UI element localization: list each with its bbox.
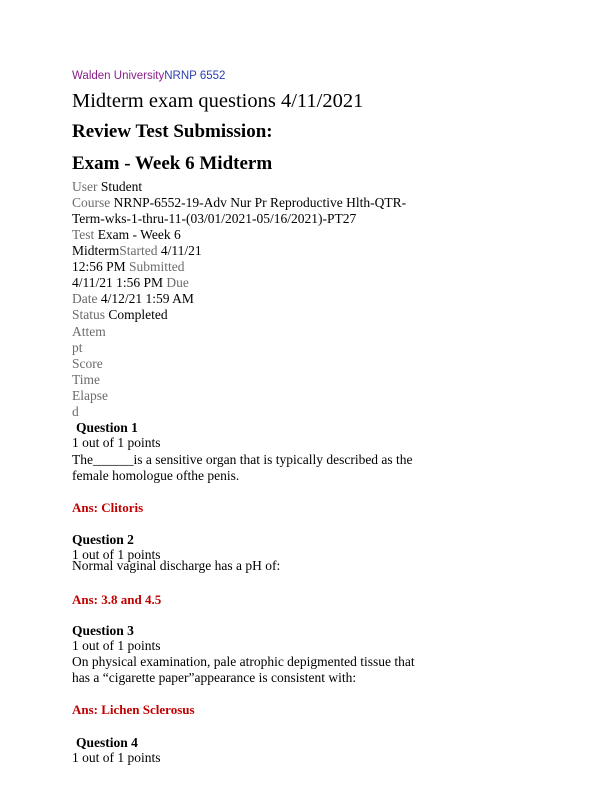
meta-user-row xyxy=(72,179,142,195)
question-2-title: Question 2 xyxy=(72,532,134,547)
document-header xyxy=(72,70,225,82)
started-time: 12:56 PM xyxy=(72,259,126,274)
user-value: Student xyxy=(100,179,143,194)
elapsed-label-part1: Elapse xyxy=(72,388,108,403)
status-label: Status xyxy=(72,307,106,322)
course-value: NRNP-6552-19-Adv Nur Pr Reproductive Hlth-QTR- xyxy=(113,195,407,210)
time-label: Time xyxy=(72,372,101,387)
exam-heading: Exam - Week 6 Midterm xyxy=(72,153,273,174)
question-4-points: 1 out of 1 points xyxy=(72,750,161,765)
review-heading: Review Test Submission: xyxy=(72,121,273,142)
due-label: Due xyxy=(166,275,189,290)
question-3-text-line2: has a “cigarette paper”appearance is consistent with: xyxy=(72,670,357,685)
question-3-title: Question 3 xyxy=(72,623,134,638)
course-label: Course xyxy=(72,195,111,210)
meta-status-row xyxy=(72,307,168,323)
meta-started-row xyxy=(72,243,202,259)
started-date: 4/11/21 xyxy=(160,243,202,258)
question-2-points: 1 out of 1 points xyxy=(72,547,161,562)
elapsed-label-part2: d xyxy=(72,404,79,419)
question-1-text-line1: The______is a sensitive organ that is typically described as the xyxy=(72,452,413,467)
question-3-answer: Ans: Lichen Sclerosus xyxy=(72,702,195,717)
score-label: Score xyxy=(72,356,103,371)
question-3-text-line1: On physical examination, pale atrophic depigmented tissue that xyxy=(72,654,415,669)
date-value: 4/12/21 1:59 AM xyxy=(100,291,194,306)
test-value: Exam - Week 6 xyxy=(97,227,181,242)
user-label: User xyxy=(72,179,98,194)
course-value-continued: Term-wks-1-thru-11-(03/01/2021-05/16/2021)-PT27 xyxy=(72,211,357,226)
meta-submitted-row xyxy=(72,259,185,275)
attempt-label-part1: Attem xyxy=(72,324,106,339)
date-label: Date xyxy=(72,291,98,306)
question-2-text: Normal vaginal discharge has a pH of: xyxy=(72,558,281,573)
question-3-points: 1 out of 1 points xyxy=(72,638,161,653)
test-label: Test xyxy=(72,227,95,242)
course-code: NRNP 6552 xyxy=(164,70,226,82)
question-1-answer: Ans: Clitoris xyxy=(72,500,144,515)
submitted-value: 4/11/21 1:56 PM xyxy=(72,275,164,290)
question-1-text-line2: female homologue ofthe penis. xyxy=(72,468,240,483)
test-value-continued: Midterm xyxy=(72,243,120,258)
meta-due-row xyxy=(72,275,189,291)
started-label: Started xyxy=(119,243,158,258)
submitted-label: Submitted xyxy=(129,259,185,274)
attempt-label-part2: pt xyxy=(72,340,83,355)
document-title: Midterm exam questions 4/11/2021 xyxy=(72,90,364,112)
question-1-points: 1 out of 1 points xyxy=(72,435,161,450)
question-4-title: Question 4 xyxy=(76,735,138,750)
status-value: Completed xyxy=(108,307,168,322)
question-1-title: Question 1 xyxy=(76,420,138,435)
meta-test-row xyxy=(72,227,181,243)
university-name: Walden University xyxy=(72,70,165,82)
question-2-answer: Ans: 3.8 and 4.5 xyxy=(72,592,162,607)
meta-course-row xyxy=(72,195,406,211)
meta-date-row xyxy=(72,291,194,307)
